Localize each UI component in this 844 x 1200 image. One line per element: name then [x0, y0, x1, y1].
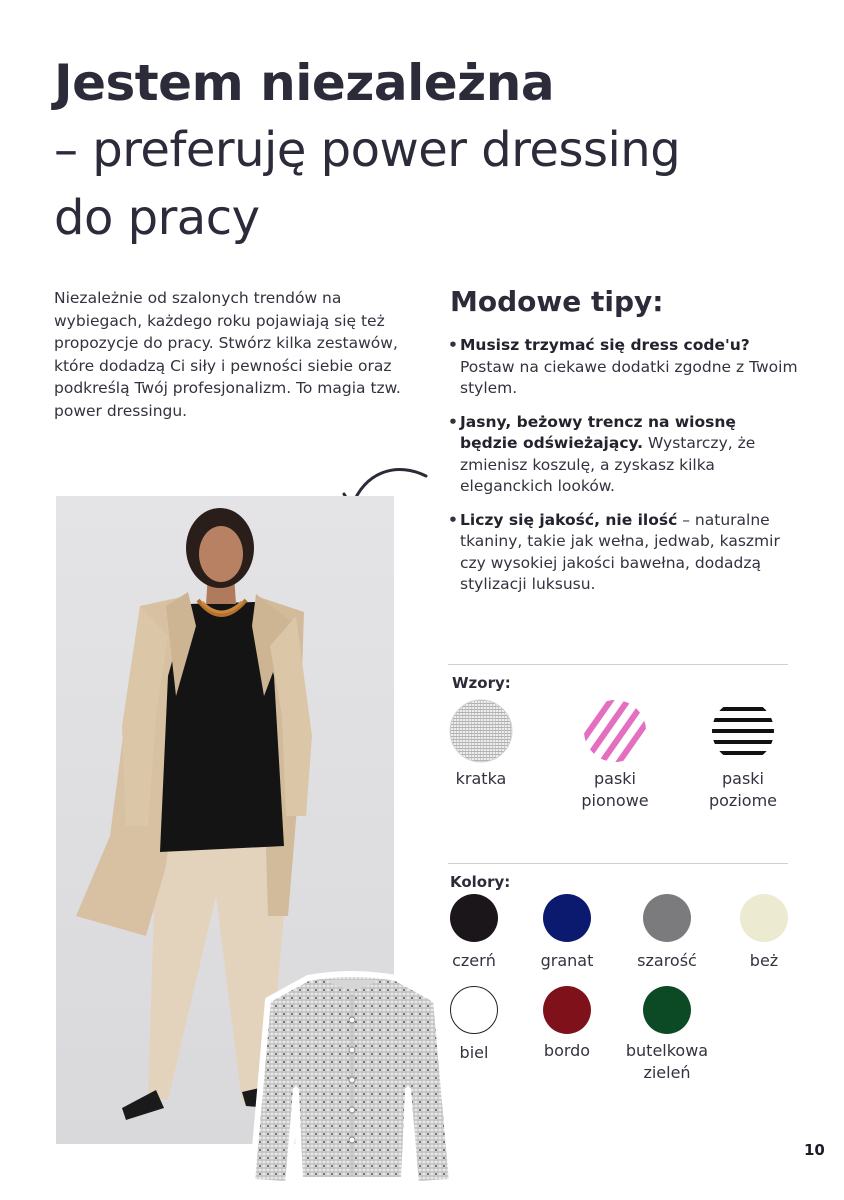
intro-paragraph: Niezależnie od szalonych trendów na wybiegach, każdego roku pojawiają się też propozycje do pracy. Stwórz kilka zestawów, które dodadzą Ci siły i pewności siebie oraz podkreślą Twój profesjonalizm. To magia tzw. power dressingu. — [54, 289, 401, 420]
tweed-jacket-image — [248, 970, 456, 1190]
tips-list — [448, 335, 798, 608]
title-line-1: Jestem niezależna — [54, 54, 555, 112]
patterns-label: Wzory: — [452, 674, 511, 692]
page-title — [54, 50, 814, 252]
pattern-label-kratka: kratka — [455, 769, 507, 788]
horizontal-stripes-icon — [711, 699, 775, 763]
tip-text: Wystarczy, że zmienisz koszulę, a zyskasz kilka eleganckich looków. — [460, 434, 756, 495]
color-swatch-bordo — [543, 986, 591, 1034]
tip-item — [448, 412, 798, 498]
color-label-butelkowa-text: butelkowa zieleń — [625, 1041, 709, 1082]
title-line-3: do pracy — [54, 190, 260, 246]
vertical-stripes-icon — [583, 699, 647, 763]
divider — [448, 664, 788, 665]
color-label-bez: beż — [749, 951, 779, 970]
pattern-label-pionowe-text: paski pionowe — [581, 769, 649, 810]
title-line-2: – preferuję power dressing — [54, 122, 681, 178]
tip-item — [448, 510, 798, 596]
tip-text: Postaw na ciekawe dodatki zgodne z Twoim stylem. — [460, 357, 798, 397]
page-number: 10 — [804, 1141, 825, 1159]
color-label-czern: czerń — [452, 951, 496, 970]
tips-heading: Modowe tipy: — [450, 285, 664, 318]
color-swatch-granat — [543, 894, 591, 942]
color-label-szarosc: szarość — [637, 951, 697, 970]
color-label-granat: granat — [540, 951, 594, 970]
pattern-label-pionowe — [555, 768, 675, 812]
tip-item — [448, 335, 798, 400]
color-swatch-biel — [450, 986, 498, 1034]
tweed-pattern-icon — [449, 699, 513, 763]
color-label-biel: biel — [459, 1043, 489, 1062]
color-swatch-bez — [740, 894, 788, 942]
divider — [448, 863, 788, 864]
color-swatch-butelkowa — [643, 986, 691, 1034]
tip-bold: Jasny, beżowy trencz na wiosnę będzie odświeżający. — [460, 412, 736, 452]
tip-bold: Musisz trzymać się dress code'u? — [460, 336, 750, 354]
color-swatch-szarosc — [643, 894, 691, 942]
colors-label: Kolory: — [450, 873, 511, 891]
tip-bold: Liczy się jakość, nie ilość — [460, 510, 678, 529]
color-swatch-czern — [450, 894, 498, 942]
color-label-bordo: bordo — [543, 1041, 591, 1060]
color-label-butelkowa — [607, 1040, 727, 1084]
tip-text: – naturalne tkaniny, takie jak wełna, jedwab, kaszmir czy wysokiej jakości bawełna, dodadzą stylizacji luksusu. — [460, 510, 780, 593]
pattern-label-poziome — [683, 768, 803, 812]
pattern-label-poziome-text: paski poziome — [708, 769, 777, 810]
